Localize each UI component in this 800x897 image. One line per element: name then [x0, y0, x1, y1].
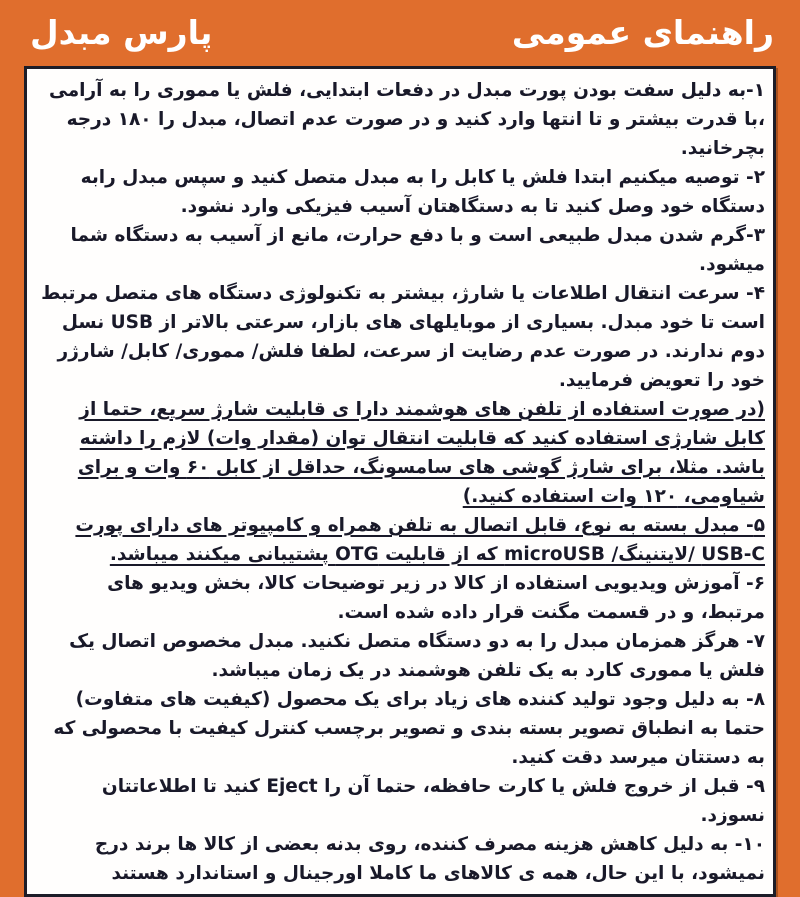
guide-item-4-note: (در صورت استفاده از تلفن های هوشمند دارا ی قابلیت شارژ سریع، حتما از کابل شارژی استفاده کنید که قابلیت انتقال توان (مقدار وات) لازم را داشته باشد. مثلا، برای شارژ گوشی های سامسونگ، حداقل از کابل ۶۰ وات و برای شیاومی، ۱۲۰ وات استفاده کنید.)	[77, 399, 765, 507]
guide-item-8: ۸- به دلیل وجود تولید کننده های زیاد برای یک محصول (کیفیت های متفاوت) حتما به انطباق تصویر بسته بندی و تصویر برچسب کنترل کیفیت با محصولی که به دستتان میرسد دقت کنید.	[53, 689, 765, 768]
guide-text-block	[39, 76, 765, 888]
header-bar	[0, 0, 800, 64]
guide-item-7: ۷- هرگز همزمان مبدل را به دو دستگاه متصل نکنید. مبدل مخصوص اتصال یک فلش یا مموری کارد به یک تلفن هوشمند در یک زمان میباشد.	[69, 631, 765, 681]
guide-item-5: ۵- مبدل بسته به نوع، قابل اتصال به تلفن همراه و کامپیوتر های دارای پورت USB-C /لایتنینگ/ microUSB که از قابلیت OTG پشتیبانی میکنند میباشد.	[75, 515, 765, 565]
guide-item-2: ۲- توصیه میکنیم ابتدا فلش یا کابل را به مبدل متصل کنید و سپس مبدل رابه دستگاه خود وصل کنید تا به دستگاهتان آسیب فیزیکی وارد نشود.	[80, 167, 765, 217]
brand-title: پارس مبدل	[30, 12, 213, 52]
guide-item-9: ۹- قبل از خروج فلش یا کارت حافظه، حتما آن را Eject کنید تا اطلاعاتتان نسوزد.	[101, 776, 765, 826]
guide-item-6: ۶- آموزش ویدیویی استفاده از کالا در زیر توضیحات کالا، بخش ویدیو های مرتبط، و در قسمت مگنت قرار داده شده است.	[107, 573, 765, 623]
page-title: راهنمای عمومی	[511, 12, 774, 52]
guide-panel	[24, 66, 776, 897]
guide-item-4: ۴- سرعت انتقال اطلاعات یا شارژ، بیشتر به تکنولوژی دستگاه های متصل مرتبط است تا خود مبدل. بسیاری از موبایلهای های بازار، سرعتی بالاتر از USB نسل دوم ندارند. در صورت عدم رضایت از سرعت، لطفا فلش/ مموری/ کابل/ شارژر خود را تعویض فرمایید.	[41, 283, 765, 391]
guide-item-10: ۱۰- به دلیل کاهش هزینه مصرف کننده، روی بدنه بعضی از کالا ها برند درج نمیشود، با این حال، همه ی کالاهای ما کاملا اورجینال و استاندارد هستند	[94, 834, 765, 884]
guide-item-3: ۳-گرم شدن مبدل طبیعی است و با دفع حرارت، مانع از آسیب به دستگاه شما میشود.	[70, 225, 765, 275]
guide-item-1: ۱-به دلیل سفت بودن پورت مبدل در دفعات ابتدایی، فلش یا مموری را به آرامی ،با قدرت بیشتر و تا انتها وارد کنید و در صورت عدم اتصال، مبدل را ۱۸۰ درجه بچرخانید.	[49, 80, 765, 159]
